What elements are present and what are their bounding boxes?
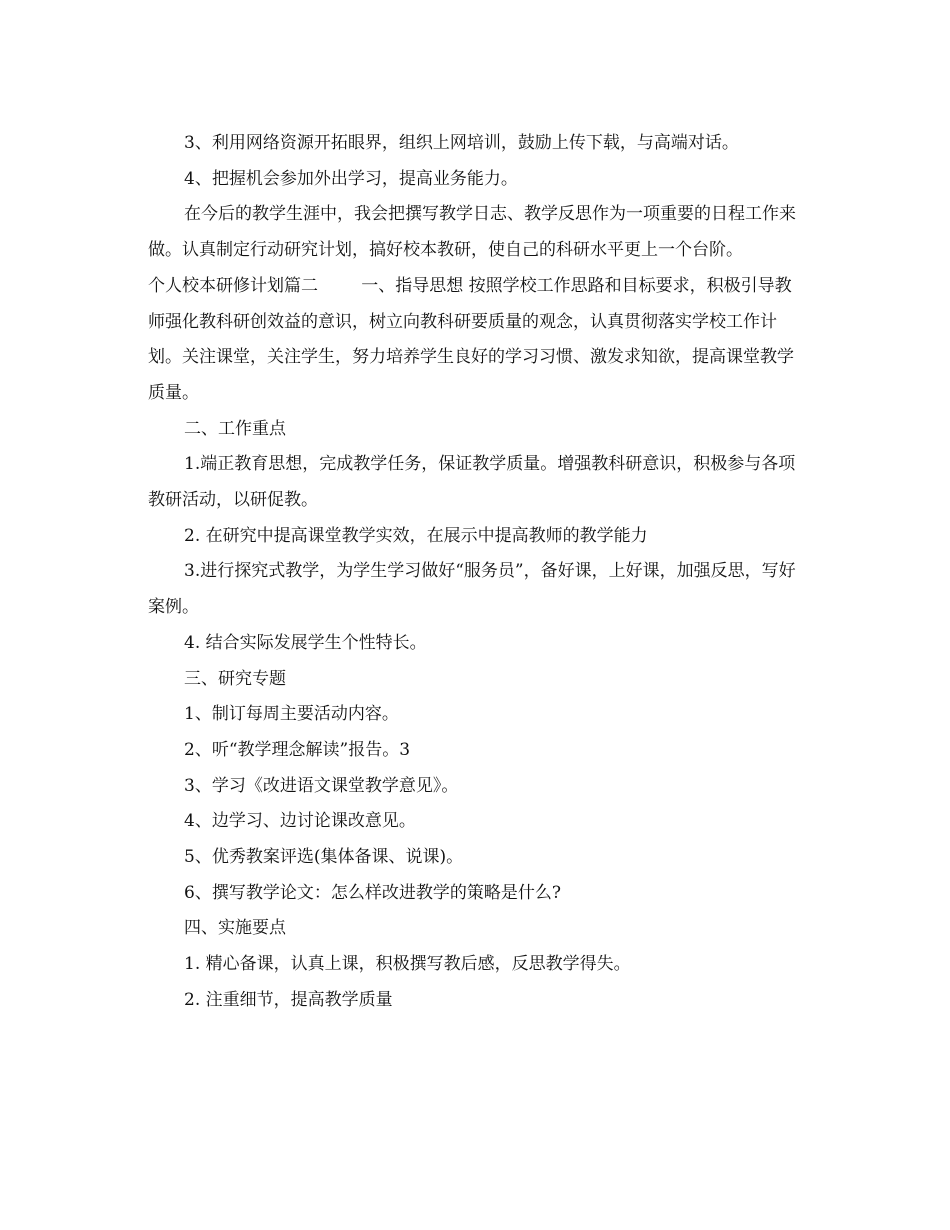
- topic-item-5: 5、优秀教案评选(集体备课、说课)。: [184, 847, 464, 868]
- paragraph-3: 在今后的教学生涯中，我会把撰写教学日志、教学反思作为一项重要的日程工作来做。认真制定行动研究计划，搞好校本教研，使自己的科研水平更上一个台阶。: [148, 204, 796, 261]
- focus-item-3: 3.进行探究式教学，为学生学习做好“服务员”，备好课，上好课，加强反思，写好案例。: [148, 561, 796, 618]
- implementation-item-2: 2. 注重细节，提高教学质量: [184, 989, 393, 1010]
- topic-item-6: 6、撰写教学论文：怎么样改进教学的策略是什么?: [184, 882, 561, 903]
- section-heading-work-focus: 二、工作重点: [184, 418, 286, 439]
- document-body: [148, 126, 802, 1019]
- topic-item-1: 1、制订每周主要活动内容。: [184, 704, 399, 725]
- paragraph-1: 3、利用网络资源开拓眼界，组织上网培训，鼓励上传下载，与高端对话。: [184, 133, 739, 153]
- focus-item-4: 4. 结合实际发展学生个性特长。: [184, 632, 427, 653]
- paragraph-2: 4、把握机会参加外出学习，提高业务能力。: [184, 168, 518, 189]
- topic-item-3: 3、学习《改进语文课堂教学意见》。: [184, 775, 459, 796]
- focus-item-2: 2. 在研究中提高课堂教学实效，在展示中提高教师的教学能力: [184, 525, 648, 546]
- section-heading-plan-2: 个人校本研修计划篇二 一、指导思想 按照学校工作思路和目标要求，积极引导教师强化教科研创效益的意识，树立向教科研要质量的观念，认真贯彻落实学校工作计划。关注课堂，关注学生，努力培养学生良好的学习习惯、激发求知欲，提高课堂教学质量。: [148, 275, 794, 403]
- topic-item-2: 2、听“教学理念解读”报告。3: [184, 739, 411, 760]
- topic-item-4: 4、边学习、边讨论课改意见。: [184, 811, 416, 832]
- implementation-item-1: 1. 精心备课，认真上课，积极撰写教后感，反思教学得失。: [184, 954, 631, 975]
- section-heading-implementation: 四、实施要点: [184, 918, 286, 939]
- section-heading-research-topics: 三、研究专题: [184, 668, 286, 689]
- focus-item-1: 1.端正教育思想，完成教学任务，保证教学质量。增强教科研意识，积极参与各项教研活动，以研促教。: [148, 454, 796, 511]
